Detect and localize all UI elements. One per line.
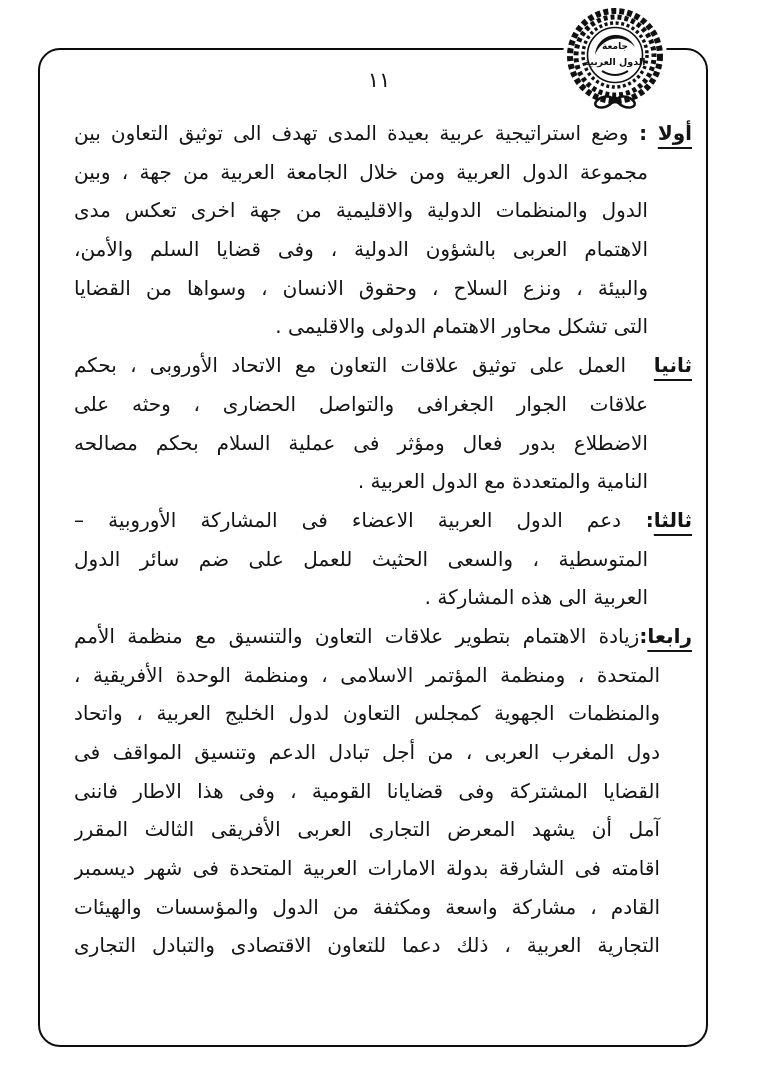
text-line bbox=[74, 114, 692, 153]
page-number: ١١ bbox=[367, 68, 391, 92]
paragraph-1 bbox=[74, 114, 692, 346]
text-line: علاقات الجوار الجغرافى والتواصل الحضارى ، وحثه على bbox=[74, 391, 648, 416]
text-line: آمل أن يشهد المعرض التجارى العربى الأفريقى الثالث المقرر bbox=[74, 817, 660, 842]
text-line: والبيئة ، ونزع السلاح ، وحقوق الانسان ، وسواها من القضايا bbox=[74, 275, 648, 300]
paragraph-2 bbox=[74, 346, 692, 501]
text-line: المتحدة ، ومنظمة المؤتمر الاسلامى ، ومنظمة الوحدة الأفريقية ، bbox=[74, 662, 660, 687]
text-line: دول المغرب العربى ، من أجل تبادل الدعم وتنسيق المواقف فى bbox=[74, 740, 660, 764]
text-line: الاضطلاع بدور فعال ومؤثر فى عملية السلام بحكم مصالحه bbox=[74, 430, 648, 455]
text-line: المتوسطية ، والسعى الحثيث للعمل على ضم سائر الدول bbox=[74, 546, 648, 571]
paragraph-3 bbox=[74, 501, 692, 617]
paragraph-label: رابعا bbox=[647, 623, 692, 648]
text-line: اقامته فى الشارقة بدولة الامارات العربية المتحدة فى شهر ديسمبر bbox=[74, 856, 660, 881]
emblem-calligraphy-top: جامعة bbox=[602, 42, 628, 52]
text-line: والمنظمات الجهوية كمجلس التعاون لدول الخليج العربية ، واتحاد bbox=[74, 701, 660, 726]
paragraph-separator bbox=[626, 353, 654, 377]
text-line-content: دعم الدول العربية الاعضاء فى المشاركة الأوروبية – bbox=[74, 507, 622, 532]
emblem-calligraphy-bottom: الدول العربية bbox=[584, 57, 646, 68]
arab-league-emblem-icon bbox=[562, 3, 668, 115]
text-line bbox=[74, 501, 692, 540]
text-line: التى تشكل محاور الاهتمام الدولى والاقليمى . bbox=[275, 314, 648, 339]
paragraph-separator: : bbox=[628, 121, 658, 145]
text-line: القضايا المشتركة وفى قضايانا القومية ، وفى هذا الاطار فاننى bbox=[74, 778, 660, 803]
text-line: النامية والمتعددة مع الدول العربية . bbox=[357, 469, 648, 494]
text-line-content: العمل على توثيق علاقات التعاون مع الاتحاد الأوروبى ، بحكم bbox=[74, 353, 627, 378]
paragraph-label: ثالثا bbox=[653, 507, 692, 532]
text-line: مجموعة الدول العربية ومن خلال الجامعة العربية من جهة ، وبين bbox=[74, 159, 648, 184]
paragraph-label: أولا bbox=[657, 121, 692, 145]
text-line-content: زيادة الاهتمام بتطوير علاقات التعاون والتنسيق مع منظمة الأمم bbox=[74, 623, 640, 648]
paragraph-separator: : bbox=[621, 507, 654, 532]
text-line: العربية الى هذه المشاركة . bbox=[424, 585, 648, 610]
paragraph-4 bbox=[74, 617, 692, 965]
text-line: الاهتمام العربى بالشؤون الدولية ، وفى قضايا السلم والأمن، bbox=[74, 237, 648, 262]
paragraph-label: ثانيا bbox=[653, 353, 692, 378]
text-line: القادم ، مشاركة واسعة ومكثفة من الدول والمؤسسات والهيئات bbox=[74, 894, 660, 919]
document-body bbox=[74, 114, 692, 965]
text-line: التجارية العربية ، ذلك دعما للتعاون الاقتصادى والتبادل التجارى bbox=[74, 933, 660, 958]
text-line bbox=[74, 346, 692, 385]
text-line-content: وضع استراتيجية عربية بعيدة المدى تهدف الى توثيق التعاون بين bbox=[74, 121, 629, 145]
text-line bbox=[74, 617, 692, 656]
paragraph-separator: : bbox=[639, 623, 648, 648]
text-line: الدول والمنظمات الدولية والاقليمية من جهة اخرى تعكس مدى bbox=[74, 198, 648, 223]
